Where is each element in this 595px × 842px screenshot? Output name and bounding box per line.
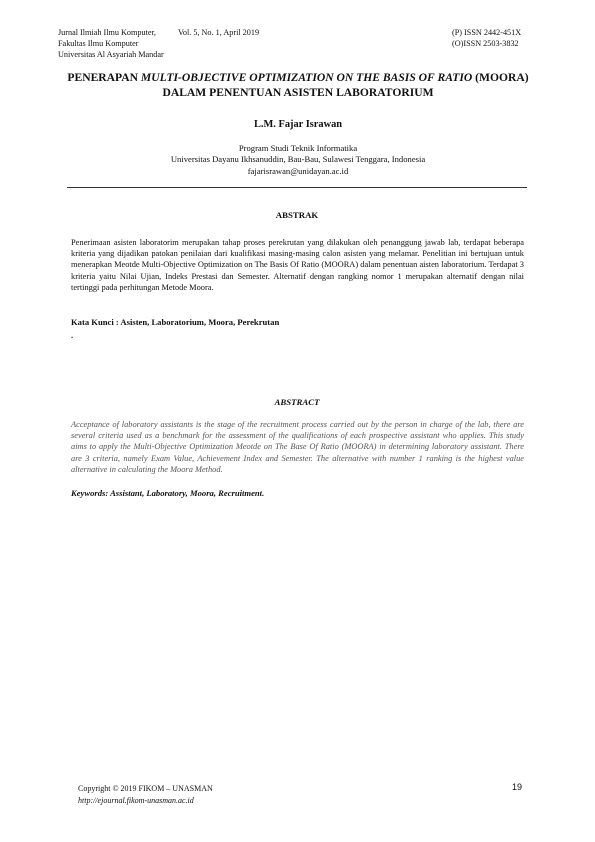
affiliation-univ: Universitas Dayanu Ikhsanuddin, Bau-Bau, Sulawesi Tenggara, Indonesia	[170, 154, 426, 165]
abstract-heading: ABSTRACT	[274, 397, 320, 407]
footer	[78, 783, 213, 807]
issn-online: (O)ISSN 2503-3832	[452, 39, 519, 48]
affiliation	[58, 143, 538, 177]
issn-print: (P) ISSN 2442-451X	[452, 28, 522, 37]
abstract-text: Acceptance of laboratory assistants is the stage of the recruitment process carried out by the person in charge of the lab, there are several criteria used as a benchmark for the assessment of the qualifications of each prospective assistant who applies. This study aims to apply the Multi-Objective Optimization Meotde on The Base Of Ratio (MOORA) in determining laboratory assistant. There are 3 criteria, namely Exam Value, Achievement Index and Semester. The alternative with number 1 ranking is the highest value alternative in calculating the Moora Method.	[71, 420, 524, 474]
footer-copyright: Copyright © 2019 FIKOM – UNASMAN	[78, 784, 213, 793]
author-email: fajarisrawan@unidayan.ac.id	[247, 165, 349, 176]
title-part-1: PENERAPAN	[67, 71, 141, 84]
paper-title	[58, 70, 538, 100]
abstrak-heading: ABSTRAK	[275, 210, 319, 220]
faculty-name: Fakultas Ilmu Komputer	[58, 39, 139, 48]
volume-info: Vol. 5, No. 1, April 2019	[178, 28, 260, 37]
title-part-2: MULTI-OBJECTIVE OPTIMIZATION ON THE BASIS OF RATIO	[140, 71, 473, 84]
journal-name: Jurnal Ilmiah Ilmu Komputer,	[58, 28, 156, 37]
abstract-keywords: Keywords: Assistant, Laboratory, Moora, Recruitment.	[71, 488, 265, 498]
abstrak-text: Penerimaan asisten laboratorim merupakan tahap proses perekrutan yang dilakukan oleh penanggung jawab lab, terdapat beberapa kriteria yang dijadikan patokan penilaian dari kualifikasi masing-masing calon asisten yang melamar. Penelitian ini bertujuan untuk menerapkan Meotde Multi-Objective Optimization on The Basis Of Ratio (MOORA) dalam penentuan aisten laboratorium. Terdapat 3 kriteria yaitu Nilai Ujian, Indeks Prestasi dan Semester. Alternatif dengan rangking nomor 1 merupakan alternatif dengan nilai tertinggi pada perhitungan Metode Moora.	[71, 238, 524, 292]
title-part-3: (MOORA) DALAM PENENTUAN ASISTEN LABORATORIUM	[162, 71, 529, 99]
header-divider	[67, 187, 527, 188]
abstrak-keywords: Kata Kunci : Asisten, Laboratorium, Moora, Perekrutan	[71, 317, 280, 327]
author-name: L.M. Fajar Israwan	[253, 119, 343, 130]
affiliation-dept: Program Studi Teknik Informatika	[238, 143, 358, 153]
page-number: 19	[512, 782, 523, 792]
issn-block	[452, 27, 521, 49]
university-name: Universitas Al Asyariah Mandar	[58, 50, 164, 59]
footer-url[interactable]: http://ejournal.fikom-unasman.ac.id	[78, 796, 194, 805]
abstrak-stray-dot: .	[71, 330, 74, 340]
journal-header	[58, 27, 178, 60]
